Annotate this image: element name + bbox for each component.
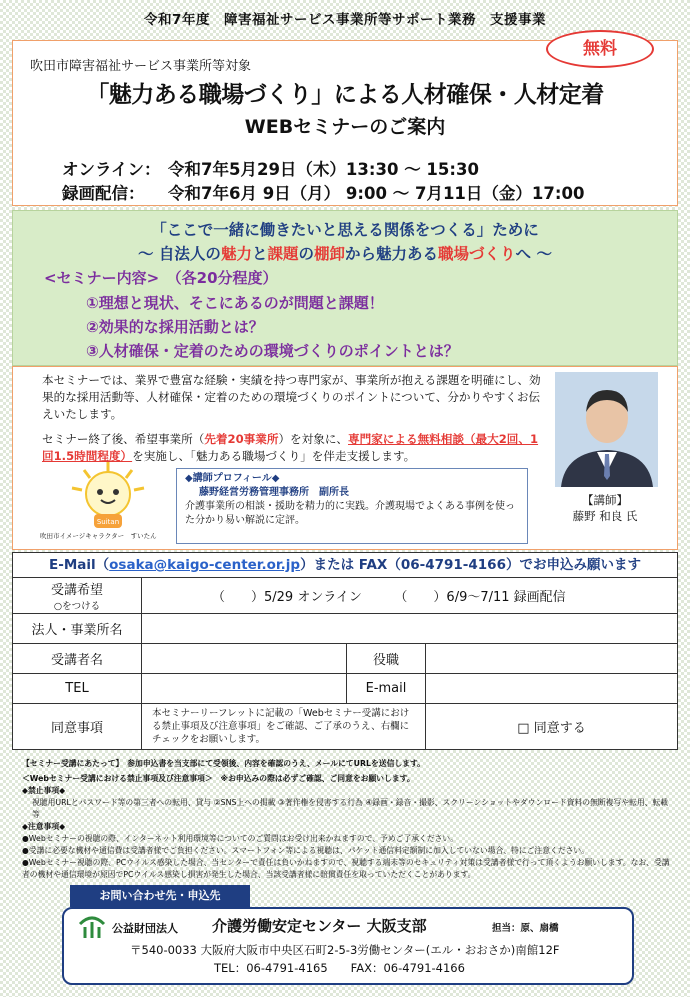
attend-label-cell xyxy=(13,578,142,614)
online-schedule xyxy=(62,156,479,180)
page-title: 「魅力ある職場づくり」による人材確保・人材定着 xyxy=(86,82,604,108)
consent-checkbox[interactable]: □ 同意する xyxy=(426,704,678,750)
highlight-word: 職場づくり xyxy=(438,245,516,263)
profile-org: 藤野経営労務管理事務所 副所長 xyxy=(199,487,349,498)
contact-tab: お問い合わせ先・申込先 xyxy=(70,885,250,907)
instructor-photo xyxy=(555,372,658,487)
instructor-caption xyxy=(560,492,650,524)
free-badge: 無料 xyxy=(546,30,654,68)
tel-input[interactable] xyxy=(142,674,347,704)
organization-logo-icon xyxy=(78,914,106,940)
highlight-word: 魅力 xyxy=(220,245,252,263)
theme-text: の xyxy=(298,245,314,263)
tel-label: TEL xyxy=(13,674,142,704)
theme-text: へ ～ xyxy=(515,245,552,263)
record-value: 令和7年6月 9日（月） 9:00 ～ 7月11日（金）17:00 xyxy=(168,184,585,203)
note-label: 【セミナー受講にあたって】 xyxy=(22,759,120,768)
contents-heading xyxy=(44,267,278,288)
application-instructions xyxy=(12,552,678,577)
instructor-profile xyxy=(176,468,528,544)
consent-label: 同意事項 xyxy=(13,704,142,750)
theme-text: ～ 自法人の xyxy=(138,245,221,263)
consent-text: 本セミナーリーフレットに記載の「Webセミナー受講における禁止事項及び注意事項」をご確認、ご了承のうえ、右欄にチェックをお願いします。 xyxy=(142,704,426,750)
caution-item: ●Webセミナー視聴の際、PCウイルス感染した場合、当センターで責任は負いかねますので、視聴する端末等のセキュリティ対策は受講者様で行って頂くようお願いします。なお、受講者の機材や通信環境が原因でPCウイルス感染し損害が発生した場合、当該受講者様に賠償責任を取っていただくことがあります。 xyxy=(22,858,670,879)
apply-text: お申込み願います xyxy=(532,557,641,573)
page-subtitle: WEBセミナーのご案内 xyxy=(244,116,446,138)
content-item-2: ②効果的な採用活動とは？ xyxy=(86,318,264,336)
caution-item: ●受講に必要な機材や通信費は受講者様でご負担ください。スマートフォン等による視聴は、パケット通信料定額制に加入していない場合、特にご注意ください。 xyxy=(22,846,590,855)
online-value: 令和7年5月29日（木）13:30 ～ 15:30 xyxy=(168,160,479,179)
fax-text: ）または FAX（06-4791-4166）で xyxy=(300,557,533,573)
free-consultation: 専門家による無料相談（最大2回、1回1.5時間程度） xyxy=(42,432,539,463)
content-item-1: ①理想と現状、そこにあるのが問題と課題！ xyxy=(86,294,384,312)
corp-input[interactable] xyxy=(142,614,678,644)
mascot-caption: 吹田市イメージキャラクター すいたん xyxy=(40,532,157,540)
instructor-label: 【講師】 xyxy=(582,493,628,507)
notes-block xyxy=(22,758,672,881)
corp-label: 法人・事業所名 xyxy=(13,614,142,644)
org-type: 公益財団法人 xyxy=(112,922,178,935)
note-label: ◆注意事項◆ xyxy=(22,822,66,831)
email-link[interactable]: osaka@kaigo-center.or.jp xyxy=(109,557,301,573)
note-text: ※お申込みの際は必ずご確認、ご同意をお願いします。 xyxy=(220,774,415,783)
description-paragraph: 本セミナーでは、業界で豊富な経験・実績を持つ専門家が、事業所が抱える課題を明確にし、効果的な採用活動等、人材確保・定着のための環境づくりのポイントについて、分かりやすくお伝えいたします。 xyxy=(42,373,541,421)
caution-item: ●Webセミナーの視聴の際、インターネット利用環境等についてのご質問はお受け出来かねますので、予めご了承ください。 xyxy=(22,834,459,843)
top-banner: 令和7年度 障害福祉サービス事業所等サポート業務 支援事業 xyxy=(144,12,546,28)
note-label: ◆禁止事項◆ xyxy=(22,786,66,795)
theme-text: から魅力ある xyxy=(345,245,439,263)
consult-text: セミナー終了後、希望事業所（ xyxy=(42,432,205,446)
email-label: E-mail xyxy=(347,674,426,704)
person-input[interactable] xyxy=(142,644,347,674)
attend-label: 受講希望 xyxy=(50,583,103,598)
attend-options[interactable]: （ ）5/29 オンライン （ ）6/9～7/11 録画配信 xyxy=(142,578,678,614)
contents-label: <セミナー内容> xyxy=(44,269,160,287)
org-name: 介護労働安定センター 大阪支部 xyxy=(212,917,427,935)
target-subtitle: 吹田市障害福祉サービス事業所等対象 xyxy=(30,59,252,74)
consult-text: ）を対象に、 xyxy=(278,432,349,446)
note-label: ＜Webセミナー受講における禁止事項及び注意事項＞ xyxy=(22,774,213,783)
online-label: オンライン： xyxy=(62,160,161,179)
record-label: 録画配信： xyxy=(62,184,145,203)
role-input[interactable] xyxy=(426,644,678,674)
attend-sub-label: ○をつける xyxy=(53,601,101,612)
consult-text: を実施し、「魅力ある職場づくり」を伴走支援します。 xyxy=(132,449,416,463)
prohibited-items: 視聴用URLとパスワード等の第三者への転用、貸与 ②SNS上への掲載 ③著作権を侵害する行為 ④録画・録音・撮影、スクリーンショットやダウンロード資料の無断複写や転用、転載等 xyxy=(32,798,669,819)
contents-time: （各20分程度） xyxy=(174,269,278,287)
profile-heading: ◆講師プロフィール◆ xyxy=(185,473,280,484)
instructor-name: 藤野 和良 氏 xyxy=(572,509,638,523)
mascot-image xyxy=(58,460,158,532)
highlight-word: 課題 xyxy=(267,245,299,263)
highlight-word: 棚卸 xyxy=(314,245,346,263)
email-input[interactable] xyxy=(426,674,678,704)
application-form xyxy=(12,577,678,750)
profile-description: 介護事業所の相談・援助を精力的に実践。介護現場でよくある事例を使った分かり易い解説に定評。 xyxy=(185,501,515,526)
theme-text: と xyxy=(251,245,268,263)
contact-address: 〒540-0033 大阪府大阪市中央区石町2-5-3労働センター(エル・おおさか)南館12F xyxy=(130,943,560,957)
note-text: 参加申込書を当支部にて受領後、内容を確認のうえ、メールにてURLを送信します。 xyxy=(127,759,425,768)
role-label: 役職 xyxy=(347,644,426,674)
content-item-3: ③人材確保・定着のための環境づくりのポイントとは？ xyxy=(86,342,459,360)
contact-person: 担当：原、扇橋 xyxy=(492,923,559,934)
contact-phone: TEL：06-4791-4165 FAX：06-4791-4166 xyxy=(214,961,465,975)
person-label: 受講者名 xyxy=(13,644,142,674)
record-schedule xyxy=(62,180,584,204)
theme-line-2 xyxy=(0,242,690,264)
first-come-limit: 先着20事業所 xyxy=(204,432,279,446)
mascot-sign: Suitan xyxy=(96,518,120,526)
theme-line-1: 「ここで一緒に働きたいと思える関係をつくる」ために xyxy=(151,221,539,239)
email-text: E-Mail（ xyxy=(49,557,110,573)
